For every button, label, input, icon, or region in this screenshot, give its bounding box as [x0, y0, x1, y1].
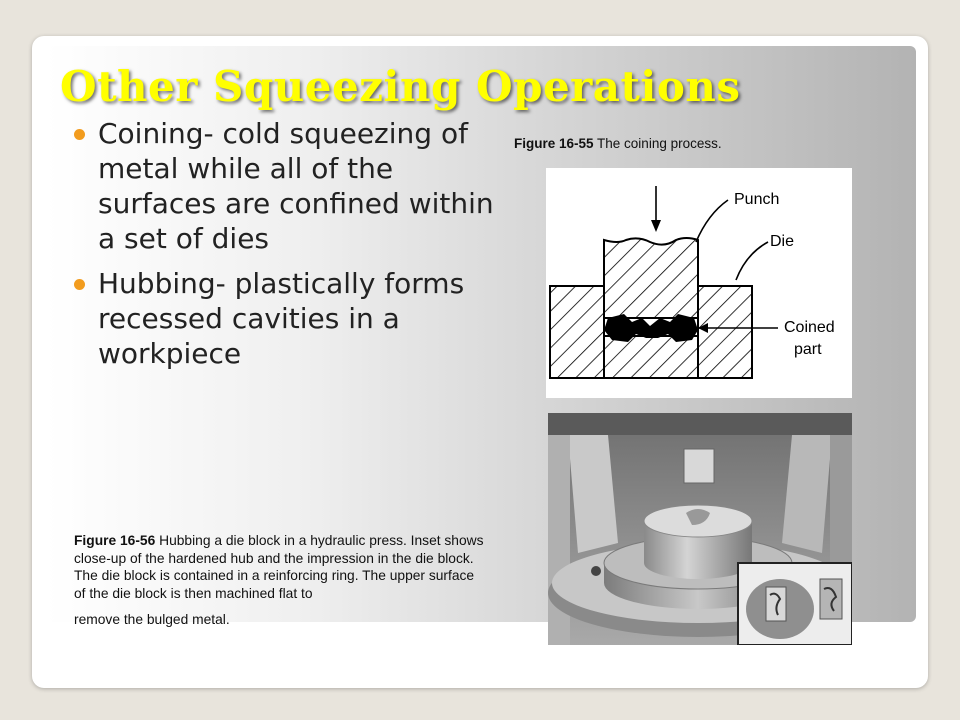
- coining-diagram: [546, 168, 852, 398]
- bullet-dot-icon: [74, 279, 85, 290]
- punch-shape: [604, 238, 698, 318]
- bullet-hubbing: [74, 266, 494, 371]
- bullet-text: Hubbing- plastically forms recessed cavities in a workpiece: [98, 267, 465, 370]
- caption-label: Figure 16-56: [74, 533, 156, 548]
- die-shape: [550, 286, 604, 378]
- figure-16-56-caption: [74, 532, 486, 629]
- caption-text: Hubbing a die block in a hydraulic press. Inset shows close-up of the hardened hub and the impression in the die block. The die block is contained in a reinforcing ring. The upper surface of the die block is then machined flat to: [74, 533, 484, 601]
- punch-label: Punch: [734, 191, 780, 208]
- bullet-dot-icon: [74, 129, 85, 140]
- hubbing-photo: [548, 413, 852, 645]
- coined-label-line1: Coined: [784, 319, 835, 336]
- bullet-coining: [74, 116, 494, 256]
- slide-title: Other Squeezing Operations: [60, 62, 741, 111]
- bullet-list: [74, 116, 494, 381]
- caption-label: Figure 16-55: [514, 136, 594, 151]
- die-bottom: [604, 336, 698, 378]
- bullet-text: Coining- cold squeezing of metal while all of the surfaces are confined within a set of dies: [98, 117, 494, 255]
- caption-tail: remove the bulged metal.: [74, 612, 230, 627]
- caption-text: The coining process.: [593, 136, 722, 151]
- coined-label-line2: part: [794, 341, 822, 358]
- die-label: Die: [770, 233, 795, 250]
- figure-16-55-caption: [514, 136, 722, 151]
